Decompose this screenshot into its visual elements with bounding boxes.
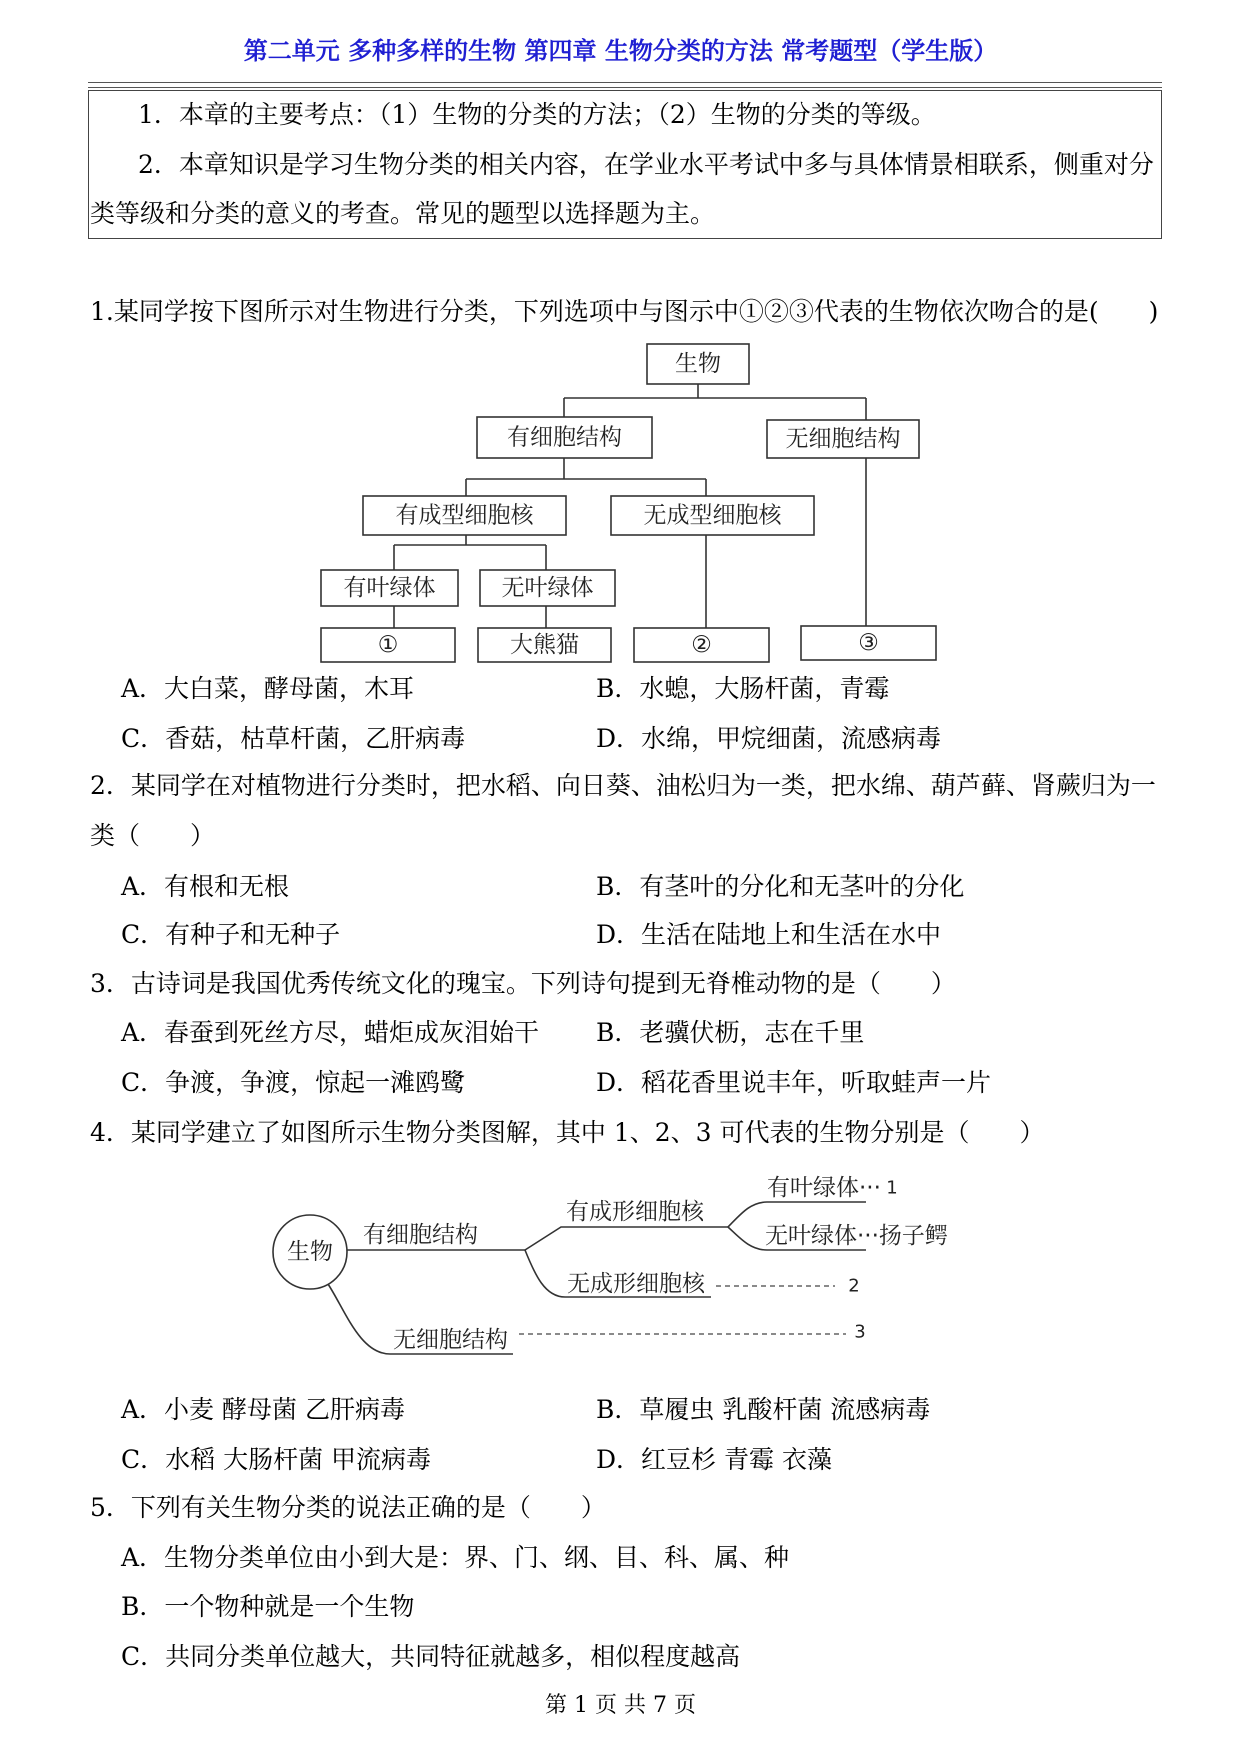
question-3-option-a: A．春蚕到死丝方尽，蜡炬成灰泪始干: [121, 1018, 540, 1047]
root-label: 生物: [287, 1239, 333, 1265]
question-2-option-a: A．有根和无根: [121, 872, 290, 901]
node-label-with-chloroplast: 有叶绿体: [343, 575, 436, 601]
question-2-stem-line-1: 2．某同学在对植物进行分类时，把水稻、向日葵、油松归为一类，把水绵、葫芦藓、肾蕨归为一: [90, 771, 1156, 800]
leaf-label-1: ①: [377, 632, 399, 658]
question-5-option-b: B．一个物种就是一个生物: [121, 1592, 415, 1621]
node-label-without-chloroplast: 无叶绿体: [501, 575, 594, 601]
branch-with-nucleus: [525, 1227, 728, 1250]
question-5-stem: 5．下列有关生物分类的说法正确的是（ ）: [90, 1493, 606, 1522]
label-with-cell: 有细胞结构: [363, 1222, 478, 1248]
question-3-option-d: D．稻花香里说丰年，听取蛙声一片: [596, 1068, 992, 1097]
label-with-nucleus: 有成形细胞核: [566, 1199, 704, 1225]
marker-2: 2: [848, 1275, 860, 1297]
title-rule-upper: [88, 82, 1162, 83]
node-label-with-cell: 有细胞结构: [507, 424, 622, 451]
page-title: 第二单元 多种多样的生物 第四章 生物分类的方法 常考题型（学生版）: [243, 36, 998, 65]
question-1-option-b: B．水螅，大肠杆菌，青霉: [596, 674, 890, 703]
label-without-chloroplast: 无叶绿体···扬子鳄: [765, 1223, 948, 1249]
question-1-option-a: A．大白菜，酵母菌，木耳: [121, 674, 415, 703]
question-2-stem-line-2: 类（ ）: [90, 821, 216, 850]
page-number: 第 1 页 共 7 页: [545, 1693, 696, 1718]
summary-line-1: 1．本章的主要考点：（1）生物的分类的方法；（2）生物的分类的等级。: [138, 100, 936, 129]
leaf-label-panda: 大熊猫: [510, 632, 579, 658]
question-2-option-d: D．生活在陆地上和生活在水中: [596, 920, 942, 949]
question-4-classification-branch-diagram: [265, 1170, 965, 1370]
question-1-stem: 1.某同学按下图所示对生物进行分类，下列选项中与图示中①②③代表的生物依次吻合的是( ): [90, 297, 1159, 326]
marker-3: 3: [854, 1321, 866, 1343]
node-label-with-nucleus: 有成型细胞核: [395, 502, 534, 529]
marker-1: 1: [886, 1177, 898, 1199]
summary-line-3: 类等级和分类的意义的考查。常见的题型以选择题为主。: [90, 199, 716, 228]
question-4-option-a: A．小麦 酵母菌 乙肝病毒: [121, 1395, 405, 1424]
question-1-option-d: D．水绵，甲烷细菌，流感病毒: [596, 724, 942, 753]
question-2-option-b: B．有茎叶的分化和无茎叶的分化: [596, 872, 965, 901]
question-4-option-d: D．红豆杉 青霉 衣藻: [596, 1445, 832, 1474]
question-4-stem: 4．某同学建立了如图所示生物分类图解，其中 1、2、3 可代表的生物分别是（ ）: [90, 1118, 1045, 1147]
label-without-nucleus: 无成形细胞核: [567, 1271, 705, 1297]
question-2-option-c: C．有种子和无种子: [121, 920, 341, 949]
question-3-stem: 3．古诗词是我国优秀传统文化的瑰宝。下列诗句提到无脊椎动物的是（ ）: [90, 969, 956, 998]
question-4-option-c: C．水稻 大肠杆菌 甲流病毒: [121, 1445, 432, 1474]
leaf-label-2: ②: [691, 632, 712, 658]
node-label-organism: 生物: [675, 351, 721, 377]
title-rule-lower: [88, 87, 1162, 88]
summary-line-2: 2．本章知识是学习生物分类的相关内容，在学业水平考试中多与具体情景相联系，侧重对分: [138, 150, 1154, 179]
label-without-cell: 无细胞结构: [393, 1327, 508, 1353]
leaf-label-3: ③: [858, 630, 879, 656]
question-4-option-b: B．草履虫 乳酸杆菌 流感病毒: [596, 1395, 931, 1424]
question-1-option-c: C．香菇，枯草杆菌，乙肝病毒: [121, 724, 466, 753]
question-3-option-b: B．老骥伏枥，志在千里: [596, 1018, 865, 1047]
question-5-option-c: C．共同分类单位越大，共同特征就越多，相似程度越高: [121, 1642, 741, 1671]
label-with-chloroplast: 有叶绿体···: [767, 1175, 881, 1201]
question-1-classification-tree: [315, 338, 945, 668]
node-label-without-cell: 无细胞结构: [785, 426, 901, 452]
question-3-option-c: C．争渡，争渡，惊起一滩鸥鹭: [121, 1068, 466, 1097]
node-label-without-nucleus: 无成型细胞核: [643, 502, 782, 529]
question-5-option-a: A．生物分类单位由小到大是：界、门、纲、目、科、属、种: [121, 1543, 790, 1572]
